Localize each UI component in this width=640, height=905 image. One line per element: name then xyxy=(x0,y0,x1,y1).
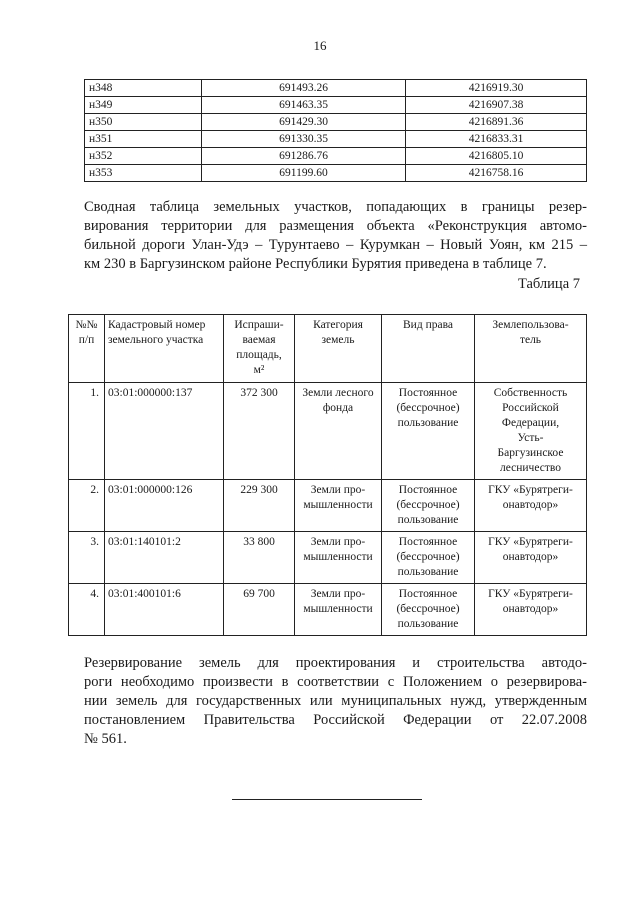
paragraph-line: роги необходимо произвести в соответствии с Положением о резервирова- xyxy=(84,674,587,690)
land-row xyxy=(69,480,587,532)
cadastral-number-cell: 03:01:400101:6 xyxy=(105,584,224,636)
cell-line: Российской xyxy=(502,402,559,414)
row-number-cell: 1. xyxy=(69,383,105,480)
cell-line: мышленности xyxy=(303,551,373,563)
area-cell: 33 800 xyxy=(224,532,295,584)
land-category-cell xyxy=(295,532,382,584)
land-table-header-row xyxy=(69,315,587,383)
cell-line: Усть- xyxy=(517,432,544,444)
cell-line: Федерации, xyxy=(501,417,560,429)
right-type-cell xyxy=(382,532,475,584)
cell-line: Земли про- xyxy=(310,536,366,548)
cadastral-number-cell: 03:01:000000:126 xyxy=(105,480,224,532)
land-user-cell xyxy=(475,584,587,636)
paragraph-line: Сводная таблица земельных участков, попадающих в границы резер- xyxy=(84,199,587,215)
right-type-cell xyxy=(382,584,475,636)
land-row xyxy=(69,584,587,636)
coord-y-cell: 4216805.10 xyxy=(406,148,587,165)
cell-line: ГКУ «Бурятреги- xyxy=(488,484,573,496)
coord-x-cell: 691463.35 xyxy=(202,97,406,114)
area-cell: 229 300 xyxy=(224,480,295,532)
cell-line: пользование xyxy=(397,417,459,429)
land-category-cell xyxy=(295,584,382,636)
paragraph-line: км 230 в Баргузинском районе Республики Бурятия приведена в таблице 7. xyxy=(84,256,547,272)
area-cell: 69 700 xyxy=(224,584,295,636)
coord-y-cell: 4216919.30 xyxy=(406,80,587,97)
cell-line: Постоянное xyxy=(398,387,458,399)
cell-line: онавтодор» xyxy=(502,551,559,563)
cell-line: №№ xyxy=(75,319,98,331)
header-land-user xyxy=(475,315,587,383)
row-number-cell: 4. xyxy=(69,584,105,636)
page-number: 16 xyxy=(313,38,327,53)
land-row xyxy=(69,383,587,480)
land-category-cell xyxy=(295,480,382,532)
cell-line: Постоянное xyxy=(398,588,458,600)
cell-line: мышленности xyxy=(303,499,373,511)
coord-row xyxy=(85,131,587,148)
row-number-cell: 2. xyxy=(69,480,105,532)
header-area xyxy=(224,315,295,383)
cell-line: п/п xyxy=(78,334,95,346)
land-category-cell xyxy=(295,383,382,480)
land-row xyxy=(69,532,587,584)
land-user-cell xyxy=(475,383,587,480)
coord-row xyxy=(85,97,587,114)
table-caption: Таблица 7 xyxy=(517,276,580,292)
cell-line: пользование xyxy=(397,514,459,526)
cell-line: Испраши- xyxy=(234,319,284,331)
cell-line: Постоянное xyxy=(398,484,458,496)
cell-line: пользование xyxy=(397,566,459,578)
paragraph-line: постановлением Правительства Российской Федерации от 22.07.2008 xyxy=(84,712,587,728)
coord-y-cell: 4216891.36 xyxy=(406,114,587,131)
point-id-cell: н349 xyxy=(85,97,202,114)
header-number xyxy=(69,315,105,383)
reservation-paragraph xyxy=(84,654,587,749)
coord-x-cell: 691199.60 xyxy=(202,165,406,182)
paragraph-line: Резервирование земель для проектирования и строительства автодо- xyxy=(84,655,587,671)
land-plots-table xyxy=(68,314,587,636)
cell-line: мышленности xyxy=(303,603,373,615)
cell-line: (бессрочное) xyxy=(396,402,460,414)
cell-line: Землепользова- xyxy=(492,319,569,331)
cell-line: фонда xyxy=(322,402,354,414)
area-cell: 372 300 xyxy=(224,383,295,480)
right-type-cell xyxy=(382,383,475,480)
coord-row xyxy=(85,114,587,131)
coord-y-cell: 4216758.16 xyxy=(406,165,587,182)
coord-row xyxy=(85,165,587,182)
cell-line: земель xyxy=(321,334,355,346)
header-right-type xyxy=(382,315,475,383)
right-type-cell xyxy=(382,480,475,532)
cell-line: Баргузинское xyxy=(497,447,564,459)
coord-x-cell: 691493.26 xyxy=(202,80,406,97)
coordinates-table xyxy=(84,79,587,182)
header-land-category xyxy=(295,315,382,383)
cell-line: онавтодор» xyxy=(502,499,559,511)
cell-line: онавтодор» xyxy=(502,603,559,615)
header-cadastral-number xyxy=(105,315,224,383)
footer-divider xyxy=(232,799,422,800)
cadastral-number-cell: 03:01:140101:2 xyxy=(105,532,224,584)
cell-line: Земли про- xyxy=(310,484,366,496)
cell-line: Земли лесного xyxy=(302,387,374,399)
coord-x-cell: 691286.76 xyxy=(202,148,406,165)
coord-x-cell: 691429.30 xyxy=(202,114,406,131)
cell-line: (бессрочное) xyxy=(396,551,460,563)
cell-line: м² xyxy=(253,364,265,376)
paragraph-line: вирования территории для размещения объекта «Реконструкция автомо- xyxy=(84,218,587,234)
cell-line: пользование xyxy=(397,618,459,630)
row-number-cell: 3. xyxy=(69,532,105,584)
summary-paragraph xyxy=(84,198,587,274)
cell-line: Земли про- xyxy=(310,588,366,600)
cadastral-number-cell: 03:01:000000:137 xyxy=(105,383,224,480)
cell-line: ваемая xyxy=(242,334,276,346)
cell-line: тель xyxy=(519,334,542,346)
point-id-cell: н351 xyxy=(85,131,202,148)
point-id-cell: н353 xyxy=(85,165,202,182)
cell-line: ГКУ «Бурятреги- xyxy=(488,536,573,548)
cell-line: площадь, xyxy=(236,349,282,361)
cell-line: Кадастровый номер xyxy=(108,319,206,331)
cell-line: Собственность xyxy=(493,387,568,399)
cell-line: Постоянное xyxy=(398,536,458,548)
coord-y-cell: 4216907.38 xyxy=(406,97,587,114)
point-id-cell: н350 xyxy=(85,114,202,131)
cell-line: (бессрочное) xyxy=(396,499,460,511)
paragraph-line: № 561. xyxy=(84,731,127,747)
coord-row xyxy=(85,80,587,97)
point-id-cell: н352 xyxy=(85,148,202,165)
cell-line: (бессрочное) xyxy=(396,603,460,615)
land-user-cell xyxy=(475,532,587,584)
cell-line: Категория xyxy=(313,319,363,331)
cell-line: лесничество xyxy=(500,462,561,474)
cell-line: земельного участка xyxy=(108,334,204,346)
point-id-cell: н348 xyxy=(85,80,202,97)
paragraph-line: бильной дороги Улан-Удэ – Турунтаево – Курумкан – Новый Уоян, км 215 – xyxy=(84,237,587,253)
coord-x-cell: 691330.35 xyxy=(202,131,406,148)
cell-line: ГКУ «Бурятреги- xyxy=(488,588,573,600)
land-user-cell xyxy=(475,480,587,532)
coord-row xyxy=(85,148,587,165)
paragraph-line: нии земель для государственных или муниципальных нужд, утвержденным xyxy=(84,693,587,709)
cell-line: Вид права xyxy=(403,319,453,331)
coord-y-cell: 4216833.31 xyxy=(406,131,587,148)
